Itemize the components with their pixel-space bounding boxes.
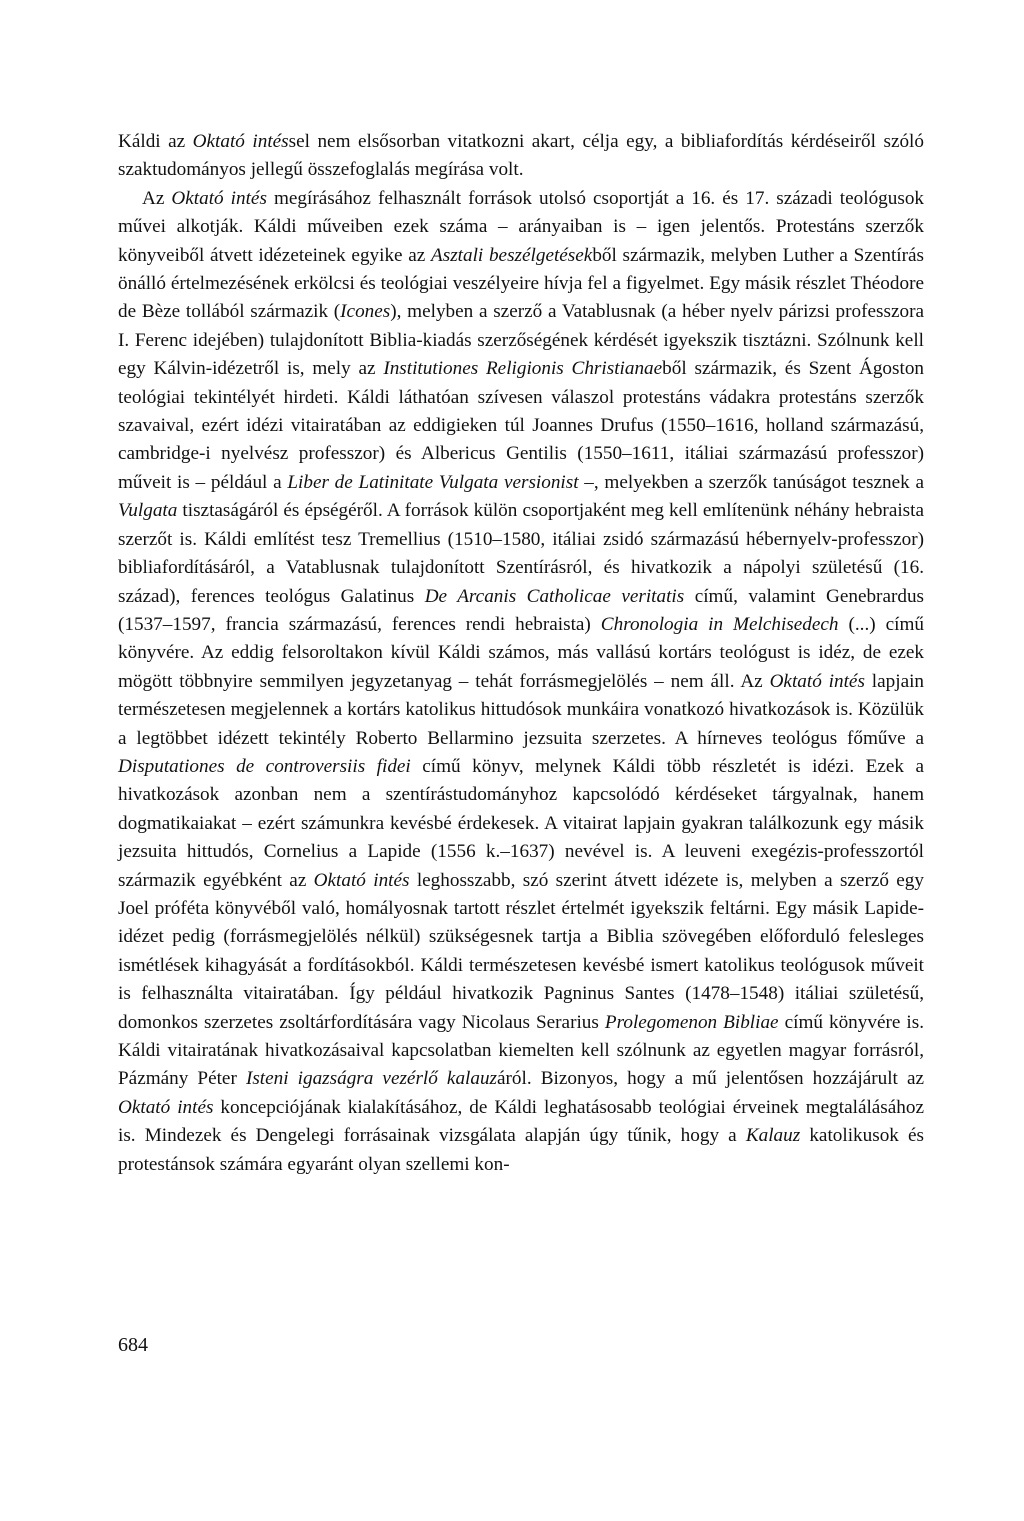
text-run: sel nem elsősorban vitatkozni akart, célja egy, a bibliafordítás kérdéseiről szóló szaktudományos jellegű összefoglalás megírása volt. [118, 131, 924, 181]
text-run: –, melyekben a szerzők tanúságot tesznek a [578, 471, 924, 493]
italic-title: Institutiones Religionis Christianae [383, 358, 663, 380]
italic-title: Oktató intés [171, 187, 267, 209]
text-run: című könyvére is. Káldi vitairatának hivatkozásaival kapcsolatban kiemelten kell szólnunk az egyetlen magyar forrásról, Pázmány Péter [118, 1011, 924, 1090]
italic-title: Vulgata [118, 500, 178, 522]
paragraph-2 [118, 185, 924, 1179]
italic-title: Oktató intés [192, 131, 289, 152]
italic-title: Oktató intés [313, 869, 410, 891]
text-run: leghosszabb, szó szerint átvett idézete is, melyben a szerző egy Joel próféta könyvéből való, homályosnak tartott részlet értelmét igyekszik feltárni. Egy másik Lapide-idézet pedig (forrásmegjelölés nélkül) szükségesnek tartja a Biblia szövegében előforduló felesleges ismétlések kihagyását a fordításokból. Káldi természetesen kevésbé ismert katolikus teológusok műveit is felhasználta vitairatában. Így például hivatkozik Pagninus Santes (1478–1548) itáliai születésű, domonkos szerzetes zsoltárfordítására vagy Nicolaus Serarius [118, 869, 924, 1033]
text-run: című, valamint Genebrardus (1537–1597, francia származású, ferences rendi hebraista) [118, 585, 925, 635]
text-run: ből származik, és Szent Ágoston teológiai tekintélyét hirdeti. Káldi láthatóan szívesen válaszol protestáns vádakra protestáns szerzők szavaival, ezért idézi vitairatában az eddigieken túl Joannes Drufus (1550–1616, holland származású, cambridge-i nyelvész professzor) és Albericus Gentilis (1550–1611, itáliai származású professzor) műveit is – például a [118, 358, 925, 493]
italic-title: Prolegomenon Bibliae [604, 1011, 779, 1033]
text-run: katolikusok és protestánsok számára egyaránt olyan szellemi kon- [118, 1125, 924, 1175]
text-run: megírásához felhasznált források utolsó csoportját a 16. és 17. századi teológusok művei alkotják. Káldi műveiben ezek száma – arányaiban is – igen jelentős. Protestáns szerzők könyveiből átvett idézeteinek egyike az [118, 187, 925, 266]
page-content [118, 128, 924, 1179]
text-run: koncepciójának kialakításához, de Káldi leghatásosabb teológiai érveinek megtalálásához is. Mindezek és Dengelegi forrásainak vizsgálata alapján úgy tűnik, hogy a [118, 1096, 924, 1147]
italic-title: Oktató intés [769, 670, 865, 692]
italic-title: Asztali beszélgetések [431, 244, 593, 266]
text-run: Káldi az [118, 131, 193, 152]
text-run: ből származik, melyben Luther a Szentírás önálló értelmezésének erkölcsi és teológiai veszélyeire hívja fel a figyelmet. Egy másik részlet Théodore de Bèze tollából származik ( [118, 244, 924, 323]
italic-title: Disputationes de controversiis fidei [118, 755, 411, 777]
text-run: ), melyben a szerző a Vatablusnak (a héber nyelv párizsi professzora I. Ferenc idejében) tulajdonított Biblia-kiadás szerzőségének kérdését igyekszik tisztázni. Szólnunk kell egy Kálvin-idézetről is, mely az [118, 301, 924, 380]
text-run: áról. Bizonyos, hogy a mű jelentősen hozzájárult az [497, 1068, 924, 1090]
italic-title: Liber de Latinitate Vulgata versionist [287, 471, 579, 493]
page-number: 684 [118, 1334, 148, 1356]
paragraph-1 [118, 128, 924, 185]
text-run: tisztaságáról és épségéről. A források külön csoportjaként meg kell említenünk néhány hebraista szerzőt is. Káldi említést tesz Tremellius (1510–1580, itáliai zsidó származású hébernyelv-professzor) bibliafordításáról, a Vatablusnak tulajdonított Szentírásról, és hivatkozik a nápolyi születésű (16. század), ferences teológus Galatinus [118, 500, 924, 607]
italic-title: Icones [340, 301, 391, 323]
italic-title: Isteni igazságra vezérlő kalauz [245, 1068, 498, 1090]
text-run: (...) című könyvére. Az eddig felsoroltakon kívül Káldi számos, más vallású kortárs teológust is idéz, de ezek mögött többnyire semmilyen jegyzetanyag – tehát forrásmegjelölés – nem áll. Az [118, 613, 924, 692]
italic-title: Kalauz [745, 1125, 801, 1147]
text-run: című könyv, melynek Káldi több részletét is idézi. Ezek a hivatkozások azonban nem a szentírástudományhoz kapcsolódó kérdéseket tárgyalnak, hanem dogmatikaiakat – ezért számunkra kevésbé érdekesek. A vitairat lapjain gyakran találkozunk egy másik jezsuita hittudós, Cornelius a Lapide (1556 k.–1637) nevével is. A leuveni exegézis-professzortól származik egyébként az [118, 755, 925, 891]
text-run: Az [142, 187, 172, 209]
italic-title: Chronologia in Melchisedech [600, 613, 839, 635]
italic-title: De Arcanis Catholicae veritatis [424, 585, 685, 607]
italic-title: Oktató intés [118, 1096, 214, 1118]
text-run: lapjain természetesen megjelennek a kortárs katolikus hittudósok munkáira vonatkozó hivatkozások is. Közülük a legtöbbet idézett tekintély Roberto Bellarmino jezsuita szerzetes. A hírneves teológus főműve a [118, 670, 925, 749]
